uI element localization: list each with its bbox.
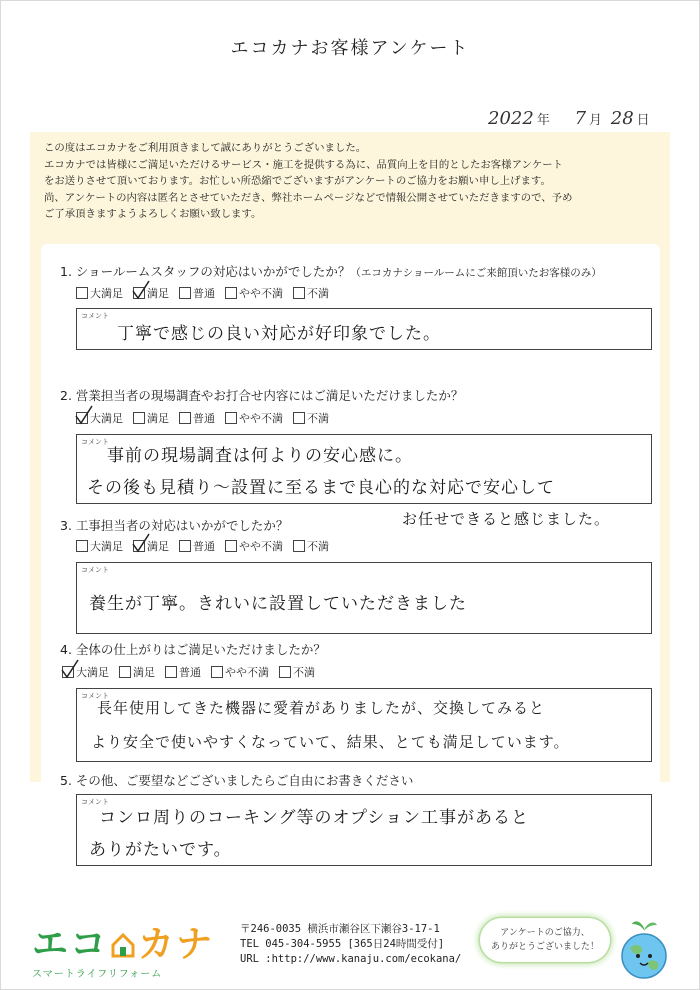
option-label: 普通 <box>179 666 201 679</box>
intro-line: この度はエコカナをご利用頂きまして誠にありがとうございました。 <box>44 142 367 154</box>
phone-number: TEL 045-304-5955 [365日24時間受付] <box>240 938 445 950</box>
question-4-options <box>62 664 315 680</box>
checkbox[interactable] <box>179 287 191 299</box>
question-4-text: 4. 全体の仕上がりはご満足いただけましたか？ <box>60 642 326 657</box>
option-label: 満足 <box>147 412 169 425</box>
page-title: エコカナお客様アンケート <box>230 38 470 59</box>
question-5-comment-box[interactable] <box>76 794 652 866</box>
ecokana-logo[interactable] <box>32 916 214 980</box>
option-satisfied[interactable] <box>133 410 169 426</box>
intro-text <box>44 140 664 223</box>
question-3 <box>60 516 288 534</box>
globe-mascot-icon <box>614 918 674 982</box>
option-label: 大満足 <box>90 540 123 553</box>
option-slightly-dissatisfied[interactable] <box>225 410 283 426</box>
option-label: 満足 <box>147 287 169 300</box>
option-label: 不満 <box>293 666 315 679</box>
option-neutral[interactable] <box>179 538 215 554</box>
logo-part-eco: エコ <box>32 924 109 965</box>
option-very-satisfied[interactable] <box>76 538 123 554</box>
option-dissatisfied[interactable] <box>293 410 329 426</box>
comment-line: 丁寧で感じの良い対応が好印象でした。 <box>117 324 441 344</box>
question-3-options <box>76 538 329 554</box>
option-satisfied[interactable] <box>133 285 169 301</box>
comment-label: コメント <box>81 438 109 446</box>
checkbox[interactable] <box>293 540 305 552</box>
intro-line: 尚、アンケートの内容は匿名とさせていただき、弊社ホームページなどで情報公開させていただきますので、予め <box>44 191 573 204</box>
comment-label: コメント <box>81 798 109 806</box>
option-label: 大満足 <box>90 287 123 300</box>
checkbox[interactable] <box>279 666 291 678</box>
question-1-text: 1. ショールームスタッフの対応はいかがでしたか？ <box>60 264 351 279</box>
bubble-line: ありがとうございました！ <box>490 942 599 952</box>
website-url[interactable]: URL :http://www.kanaju.com/ecokana/ <box>240 953 462 965</box>
checkbox[interactable] <box>76 412 88 424</box>
checkbox[interactable] <box>119 666 131 678</box>
option-slightly-dissatisfied[interactable] <box>225 538 283 554</box>
company-contact <box>240 922 461 967</box>
option-dissatisfied[interactable] <box>293 538 329 554</box>
question-5 <box>60 771 413 789</box>
question-1 <box>60 262 602 280</box>
checkbox[interactable] <box>211 666 223 678</box>
checkbox[interactable] <box>225 540 237 552</box>
question-2-options <box>76 410 329 426</box>
checkbox[interactable] <box>133 412 145 424</box>
check-mark-icon <box>130 280 152 302</box>
option-label: 普通 <box>193 287 215 300</box>
date-year: 2022 <box>488 108 534 129</box>
checkbox[interactable] <box>225 287 237 299</box>
option-satisfied[interactable] <box>119 664 155 680</box>
date-month: 7 <box>574 108 587 129</box>
checkbox[interactable] <box>76 287 88 299</box>
checkbox[interactable] <box>225 412 237 424</box>
date <box>488 108 653 129</box>
checkbox[interactable] <box>62 666 74 678</box>
check-mark-icon <box>130 533 152 555</box>
option-satisfied[interactable] <box>133 538 169 554</box>
comment-label: コメント <box>81 312 109 320</box>
question-1-options <box>76 285 329 301</box>
comment-line: コンロ周りのコーキング等のオプション工事があると <box>99 808 529 828</box>
comment-line: より安全で使いやすくなっていて、結果、とても満足しています。 <box>91 733 570 751</box>
option-label: 普通 <box>193 412 215 425</box>
comment-line-overflow: お任せできると感じました。 <box>402 510 611 528</box>
question-3-text: 3. 工事担当者の対応はいかがでしたか？ <box>60 518 289 533</box>
intro-line: エコカナでは皆様にご満足いただけるサービス・施工を提供する為に、品質向上を目的としたお客様アンケート <box>44 158 563 171</box>
comment-line: 養生が丁寧。きれいに設置していただきました <box>89 594 467 614</box>
checkbox[interactable] <box>293 412 305 424</box>
option-label: やや不満 <box>225 666 269 679</box>
check-mark-icon <box>59 659 81 681</box>
option-very-satisfied[interactable] <box>62 664 109 680</box>
checkbox[interactable] <box>165 666 177 678</box>
logo-part-kana: カナ <box>138 924 215 965</box>
option-label: 不満 <box>307 287 329 300</box>
option-label: 不満 <box>307 412 329 425</box>
comment-line: ありがたいです。 <box>89 840 232 860</box>
option-dissatisfied[interactable] <box>293 285 329 301</box>
option-label: やや不満 <box>239 540 283 553</box>
option-label: やや不満 <box>239 287 283 300</box>
checkbox[interactable] <box>133 287 145 299</box>
question-1-comment-box[interactable] <box>76 308 652 350</box>
checkbox[interactable] <box>179 540 191 552</box>
option-slightly-dissatisfied[interactable] <box>211 664 269 680</box>
comment-line: その後も見積り～設置に至るまで良心的な対応で安心して <box>87 478 555 498</box>
question-1-note: （エコカナショールームにご来館頂いたお客様のみ） <box>350 267 602 279</box>
checkbox[interactable] <box>76 540 88 552</box>
date-month-unit: 月 <box>589 113 603 128</box>
thanks-bubble <box>480 918 610 962</box>
check-mark-icon <box>73 405 95 427</box>
option-slightly-dissatisfied[interactable] <box>225 285 283 301</box>
checkbox[interactable] <box>179 412 191 424</box>
question-3-comment-box[interactable] <box>76 562 652 634</box>
intro-line: ご了承頂きますようよろしくお願い致します。 <box>44 208 262 220</box>
house-icon <box>110 932 136 958</box>
postal-address: 〒246-0035 横浜市瀬谷区下瀬谷3-17-1 <box>240 923 440 935</box>
logo-subtitle: スマートライフリフォーム <box>32 969 163 980</box>
option-neutral[interactable] <box>179 410 215 426</box>
option-label: 大満足 <box>90 412 123 425</box>
date-year-unit: 年 <box>536 113 550 128</box>
option-neutral[interactable] <box>179 285 215 301</box>
question-4-comment-box[interactable] <box>76 688 652 762</box>
date-day-unit: 日 <box>636 113 650 128</box>
question-4 <box>60 640 326 658</box>
checkbox[interactable] <box>293 287 305 299</box>
question-5-text: 5. その他、ご要望などございましたらご自由にお書きください <box>60 773 414 788</box>
option-label: 普通 <box>193 540 215 553</box>
option-label: 不満 <box>307 540 329 553</box>
option-label: 満足 <box>133 666 155 679</box>
checkbox[interactable] <box>133 540 145 552</box>
question-2-comment-box[interactable] <box>76 434 652 504</box>
comment-line: 事前の現場調査は何よりの安心感に。 <box>107 446 413 466</box>
option-very-satisfied[interactable] <box>76 410 123 426</box>
logo-text <box>32 916 214 967</box>
option-label: 満足 <box>147 540 169 553</box>
question-2 <box>60 386 463 404</box>
option-label: やや不満 <box>239 412 283 425</box>
bubble-line: アンケートのご協力、 <box>500 928 590 938</box>
comment-line: 長年使用してきた機器に愛着がありましたが、交換してみると <box>97 699 546 717</box>
date-day: 28 <box>610 108 634 129</box>
comment-label: コメント <box>81 566 109 574</box>
option-neutral[interactable] <box>165 664 201 680</box>
intro-line: をお送りさせて頂いております。お忙しい所恐縮でございますがアンケートのご協力をお願い申し上げます。 <box>44 175 551 187</box>
option-dissatisfied[interactable] <box>279 664 315 680</box>
question-2-text: 2. 営業担当者の現場調査やお打合せ内容にはご満足いただけましたか？ <box>60 388 464 403</box>
option-very-satisfied[interactable] <box>76 285 123 301</box>
option-label: 大満足 <box>76 666 109 679</box>
comment-label: コメント <box>81 692 109 700</box>
